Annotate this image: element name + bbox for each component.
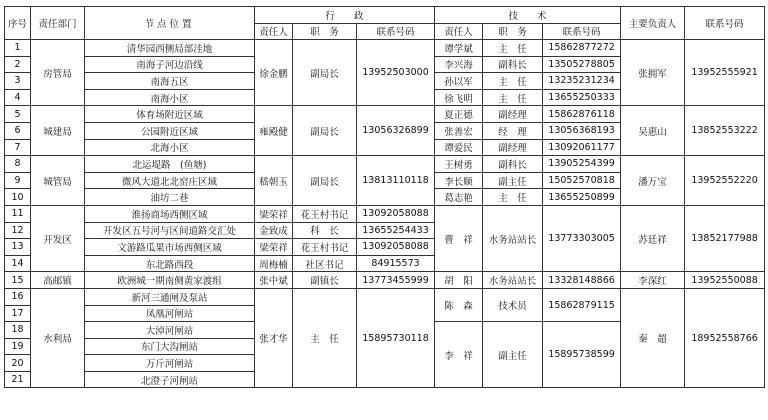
main-person-cell: 李深红: [621, 272, 685, 289]
location-cell: 文游路瓜果市场西侧区域: [85, 239, 255, 256]
seq-cell: 17: [5, 305, 31, 322]
location-cell: 微风大道北北窑庄区域: [85, 172, 255, 189]
admin-person-cell: 金致成: [255, 222, 293, 239]
admin-phone-cell: 13655254433: [357, 222, 435, 239]
tech-position-cell: 经 理: [483, 122, 543, 139]
seq-cell: 6: [5, 122, 31, 139]
location-cell: 东北路西段: [85, 255, 255, 272]
admin-position-cell: 副镇长: [293, 272, 357, 289]
tech-position-cell: 技术员: [483, 288, 543, 321]
tech-phone-cell: 13056368193: [543, 122, 621, 139]
location-cell: 南海五区: [85, 73, 255, 90]
tech-position-cell: 副主任: [483, 322, 543, 388]
tech-person-cell: 张善宏: [435, 122, 483, 139]
dept-cell: 高邮镇: [31, 272, 85, 289]
tech-person-header: 责任人: [435, 23, 483, 40]
tech-position-cell: 副科长: [483, 156, 543, 173]
location-cell: 开发区五号河与区间道路交汇处: [85, 222, 255, 239]
dept-cell: 水利局: [31, 288, 85, 388]
duty-roster-table: [4, 6, 765, 388]
main-person-cell: 苏廷祥: [621, 205, 685, 271]
tech-phone-cell: 15052570818: [543, 172, 621, 189]
tech-person-cell: 谭爱民: [435, 139, 483, 156]
admin-phone-cell: 13056326899: [357, 106, 435, 156]
tech-phone-cell: 13655250899: [543, 189, 621, 206]
seq-cell: 9: [5, 172, 31, 189]
seq-cell: 12: [5, 222, 31, 239]
location-cell: 南海子河边沿线: [85, 56, 255, 73]
location-cell: 北澄子河闸站: [85, 371, 255, 388]
admin-person-cell: 张中斌: [255, 272, 293, 289]
admin-person-cell: 周梅楠: [255, 255, 293, 272]
seq-cell: 5: [5, 106, 31, 123]
admin-position-cell: 花王村书记: [293, 205, 357, 222]
admin-person-cell: 嵇朝玉: [255, 156, 293, 206]
admin-person-cell: 雍殿健: [255, 106, 293, 156]
seq-cell: 2: [5, 56, 31, 73]
seq-cell: 21: [5, 371, 31, 388]
seq-cell: 15: [5, 272, 31, 289]
dept-cell: 房管局: [31, 40, 85, 106]
dept-cell: 城管局: [31, 156, 85, 206]
dept-header: 责任部门: [31, 7, 85, 40]
tech-person-cell: 陈 森: [435, 288, 483, 321]
seq-cell: 19: [5, 338, 31, 355]
tech-person-cell: 李兴海: [435, 56, 483, 73]
location-cell: 公园附近区域: [85, 122, 255, 139]
location-cell: 凤凰河闸站: [85, 305, 255, 322]
tech-person-cell: 李长顺: [435, 172, 483, 189]
tech-position-cell: 副经理: [483, 106, 543, 123]
tech-person-cell: 胡 阳: [435, 272, 483, 289]
tech-phone-cell: 13773303005: [543, 205, 621, 271]
tech-person-cell: 王树勇: [435, 156, 483, 173]
location-header: 节点位置: [85, 7, 255, 40]
tech-phone-cell: 15862877272: [543, 40, 621, 57]
admin-phone-cell: 13092058088: [357, 239, 435, 256]
seq-cell: 8: [5, 156, 31, 173]
main-phone-cell: 13952550088: [685, 272, 765, 289]
seq-cell: 16: [5, 288, 31, 305]
admin-phone-cell: 13813110118: [357, 156, 435, 206]
seq-cell: 11: [5, 205, 31, 222]
tech-person-cell: 曹 祥: [435, 205, 483, 271]
table-row: [5, 272, 765, 289]
admin-position-cell: 副局长: [293, 156, 357, 206]
main-person-cell: 吴惠山: [621, 106, 685, 156]
tech-phone-header: 联系号码: [543, 23, 621, 40]
tech-position-header: 职 务: [483, 23, 543, 40]
location-cell: 东门大沟闸站: [85, 338, 255, 355]
location-cell: 淮扬商场西侧区域: [85, 205, 255, 222]
location-cell: 体育场附近区域: [85, 106, 255, 123]
tech-phone-cell: 15895738599: [543, 322, 621, 388]
location-cell: 南海小区: [85, 89, 255, 106]
admin-phone-header: 联系号码: [357, 23, 435, 40]
seq-header: 序号: [5, 7, 31, 40]
header-row-1: [5, 7, 765, 24]
tech-person-cell: 葛志艳: [435, 189, 483, 206]
tech-phone-cell: 13235231234: [543, 73, 621, 90]
tech-phone-cell: 13328148866: [543, 272, 621, 289]
admin-position-cell: 花王村书记: [293, 239, 357, 256]
tech-person-cell: 李 祥: [435, 322, 483, 388]
location-cell: 欧洲城一期南侧黄家渡组: [85, 272, 255, 289]
table-row: [5, 106, 765, 123]
admin-position-cell: 社区书记: [293, 255, 357, 272]
location-cell: 北运堤路 (鱼塘): [85, 156, 255, 173]
tech-person-cell: 孙以军: [435, 73, 483, 90]
table-row: [5, 40, 765, 57]
main-phone-cell: 18952558766: [685, 288, 765, 388]
admin-position-cell: 主 任: [293, 288, 357, 388]
admin-person-cell: 徐金鹏: [255, 40, 293, 106]
seq-cell: 10: [5, 189, 31, 206]
tech-phone-cell: 13505278805: [543, 56, 621, 73]
tech-phone-cell: 15862876118: [543, 106, 621, 123]
seq-cell: 13: [5, 239, 31, 256]
seq-cell: 14: [5, 255, 31, 272]
seq-cell: 3: [5, 73, 31, 90]
main-person-cell: 张拥军: [621, 40, 685, 106]
tech-position-cell: 水务站站长: [483, 272, 543, 289]
dept-cell: 城建局: [31, 106, 85, 156]
main-phone-cell: 13852553222: [685, 106, 765, 156]
admin-position-header: 职 务: [293, 23, 357, 40]
location-cell: 北海小区: [85, 139, 255, 156]
main-person-cell: 潘万宝: [621, 156, 685, 206]
admin-phone-cell: 13952503000: [357, 40, 435, 106]
table-row: [5, 156, 765, 173]
admin-person-header: 责任人: [255, 23, 293, 40]
tech-position-cell: 主 任: [483, 73, 543, 90]
location-cell: 油坊二巷: [85, 189, 255, 206]
tech-position-cell: 副经理: [483, 139, 543, 156]
admin-phone-cell: 13092058088: [357, 205, 435, 222]
admin-position-cell: 科 长: [293, 222, 357, 239]
seq-cell: 18: [5, 322, 31, 339]
admin-person-cell: 梁荣祥: [255, 205, 293, 222]
main-phone-cell: 13952552220: [685, 156, 765, 206]
admin-person-cell: 梁荣祥: [255, 239, 293, 256]
tech-position-cell: 主 任: [483, 40, 543, 57]
seq-cell: 4: [5, 89, 31, 106]
tech-phone-cell: 13655250333: [543, 89, 621, 106]
location-cell: 万斤河闸站: [85, 355, 255, 372]
tech-person-cell: 谭学斌: [435, 40, 483, 57]
seq-cell: 1: [5, 40, 31, 57]
main-phone-cell: 13852177988: [685, 205, 765, 271]
tech-position-cell: 主 任: [483, 189, 543, 206]
admin-person-cell: 张才华: [255, 288, 293, 388]
admin-phone-cell: 13773455999: [357, 272, 435, 289]
tech-position-cell: 副科长: [483, 56, 543, 73]
seq-cell: 20: [5, 355, 31, 372]
admin-phone-cell: 84915573: [357, 255, 435, 272]
main-phone-cell: 13952555921: [685, 40, 765, 106]
main-person-header: 主要负责人: [621, 7, 685, 40]
admin-phone-cell: 15895730118: [357, 288, 435, 388]
seq-cell: 7: [5, 139, 31, 156]
tech-person-cell: 夏正德: [435, 106, 483, 123]
location-cell: 大淖河闸站: [85, 322, 255, 339]
tech-phone-cell: 13905254399: [543, 156, 621, 173]
admin-position-cell: 副局长: [293, 106, 357, 156]
admin-position-cell: 副局长: [293, 40, 357, 106]
main-person-cell: 秦 超: [621, 288, 685, 388]
tech-phone-cell: 13092061177: [543, 139, 621, 156]
tech-position-cell: 主 任: [483, 89, 543, 106]
tech-position-cell: 副主任: [483, 172, 543, 189]
tech-phone-cell: 15862879115: [543, 288, 621, 321]
location-cell: 清华园西侧局部洼地: [85, 40, 255, 57]
admin-group-header: 行 政: [255, 7, 435, 24]
table-row: [5, 205, 765, 222]
location-cell: 新河三通闸及泵站: [85, 288, 255, 305]
table-row: [5, 288, 765, 305]
dept-cell: 开发区: [31, 205, 85, 271]
tech-group-header: 技 术: [435, 7, 621, 24]
main-phone-header: 联系号码: [685, 7, 765, 40]
tech-person-cell: 徐飞明: [435, 89, 483, 106]
tech-position-cell: 水务站站长: [483, 205, 543, 271]
